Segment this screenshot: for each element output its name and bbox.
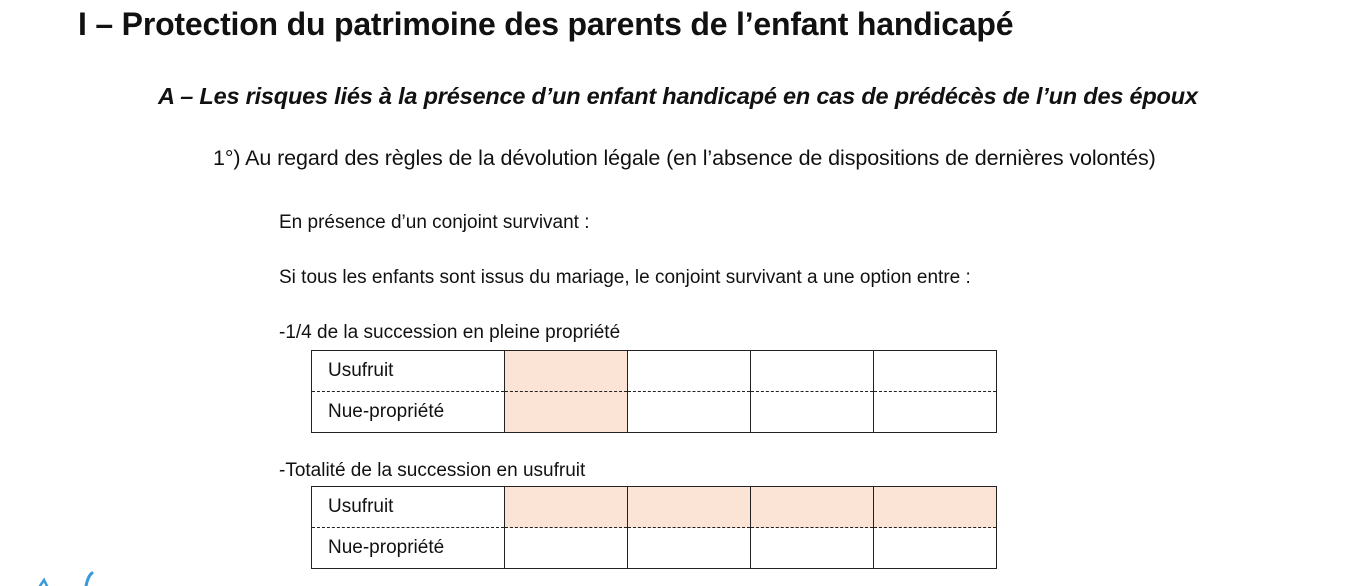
quarter-cell	[505, 487, 628, 528]
quarter-cell	[505, 528, 628, 569]
option-1-split-table	[311, 350, 997, 433]
option-2-label: -Totalité de la succession en usufruit	[279, 460, 586, 481]
quarter-cell	[751, 487, 874, 528]
option-2-split-table	[311, 486, 997, 569]
subsection-heading-a: A – Les risques liés à la présence d’un enfant handicapé en cas de prédécès de l’un des époux	[158, 83, 1198, 109]
quarter-cell	[628, 487, 751, 528]
table-row-nue-propriete	[312, 528, 997, 569]
quarter-cell	[874, 351, 997, 392]
quarter-cell	[751, 351, 874, 392]
logo-icon	[30, 570, 100, 586]
section-heading-1: 1°) Au regard des règles de la dévolution légale (en l’absence de dispositions de dernières volontés)	[213, 146, 1156, 170]
quarter-cell	[874, 487, 997, 528]
quarter-cell	[628, 392, 751, 433]
table-row-usufruit	[312, 487, 997, 528]
quarter-cell	[874, 392, 997, 433]
row-label: Nue-propriété	[312, 528, 505, 569]
quarter-cell	[874, 528, 997, 569]
quarter-cell	[628, 528, 751, 569]
table-row-usufruit	[312, 351, 997, 392]
table-row-nue-propriete	[312, 392, 997, 433]
option-1-label: -1/4 de la succession en pleine propriété	[279, 322, 621, 343]
quarter-cell	[751, 392, 874, 433]
quarter-cell	[505, 351, 628, 392]
quarter-cell	[751, 528, 874, 569]
option-intro-paragraph: Si tous les enfants sont issus du mariage, le conjoint survivant a une option entre :	[279, 267, 971, 288]
row-label: Usufruit	[312, 351, 505, 392]
row-label: Usufruit	[312, 487, 505, 528]
page-title: I – Protection du patrimoine des parents de l’enfant handicapé	[78, 6, 1014, 42]
quarter-cell	[505, 392, 628, 433]
row-label: Nue-propriété	[312, 392, 505, 433]
quarter-cell	[628, 351, 751, 392]
surviving-spouse-paragraph: En présence d’un conjoint survivant :	[279, 212, 590, 233]
